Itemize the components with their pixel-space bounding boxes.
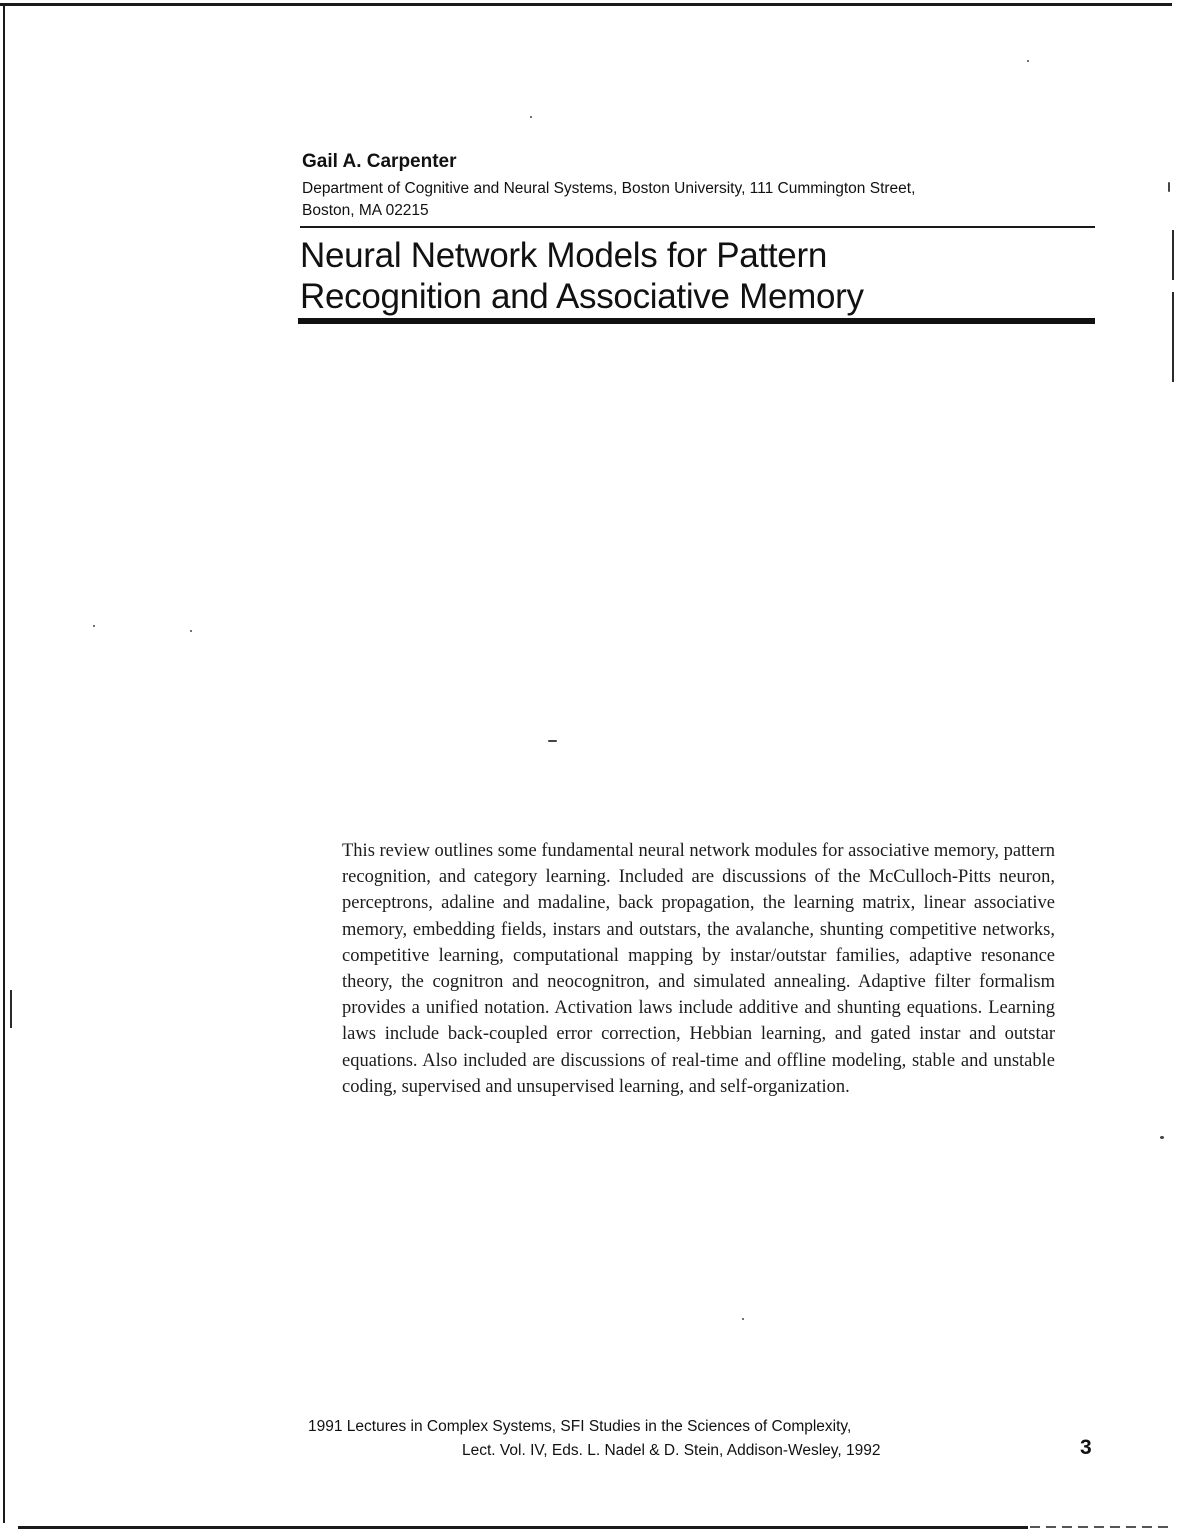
abstract-text: This review outlines some fundamental neural network modules for associative memory, pattern recognition, and category learning. Included are discussions of the McCulloch-Pitts neuron, perceptrons, adaline and madaline, back propagation, the learning matrix, linear associative memory, embedding fields, instars and outstars, the avalanche, shunting competitive networks, competitive learning, computational mapping by instar/outstar families, adaptive resonance theory, the cognitron and neocognitron, and simulated annealing. Adaptive filter formalism provides a unified notation. Activation laws include additive and shunting equations. Learning laws include back-coupled error correction, Hebbian learning, and gated instar and outstar equations. Also included are discussions of real-time and offline modeling, stable and unstable coding, supervised and unsupervised learning, and self-organization. — [342, 841, 1055, 1097]
affiliation-line: Department of Cognitive and Neural Systems, Boston University, 111 Cummington Street, — [302, 180, 916, 197]
title-line: Recognition and Associative Memory — [300, 277, 864, 316]
scan-edge-bottom — [18, 1526, 1028, 1529]
scan-speck — [742, 1318, 744, 1320]
author-name: Gail A. Carpenter — [302, 151, 457, 172]
scan-speck — [548, 740, 557, 742]
publication-footer: Lect. Vol. IV, Eds. L. Nadel & D. Stein, Addison-Wesley, 1992 — [462, 1442, 881, 1459]
page-number: 3 — [1080, 1436, 1092, 1459]
scan-speck — [190, 630, 192, 632]
scan-speck — [1027, 60, 1029, 62]
scan-speck — [1160, 1136, 1164, 1139]
title-line: Neural Network Models for Pattern — [300, 236, 827, 275]
scan-edge-left — [3, 5, 5, 1523]
scan-edge-top — [0, 3, 1172, 6]
scan-speck — [1168, 182, 1170, 192]
scan-mark-right — [1172, 292, 1174, 382]
paper-title — [300, 235, 1100, 317]
title-rule-top — [300, 226, 1095, 228]
affiliation-line: Boston, MA 02215 — [302, 202, 429, 219]
publication-footer: 1991 Lectures in Complex Systems, SFI Studies in the Sciences of Complexity, — [308, 1418, 852, 1435]
scan-mark-right — [1172, 230, 1174, 280]
author-affiliation — [302, 178, 1102, 222]
title-rule-bottom — [298, 318, 1095, 324]
scan-speck — [530, 116, 532, 118]
scan-edge-bottom-dashed — [1030, 1526, 1170, 1528]
scan-mark-left — [10, 990, 12, 1028]
scan-speck — [93, 625, 95, 627]
